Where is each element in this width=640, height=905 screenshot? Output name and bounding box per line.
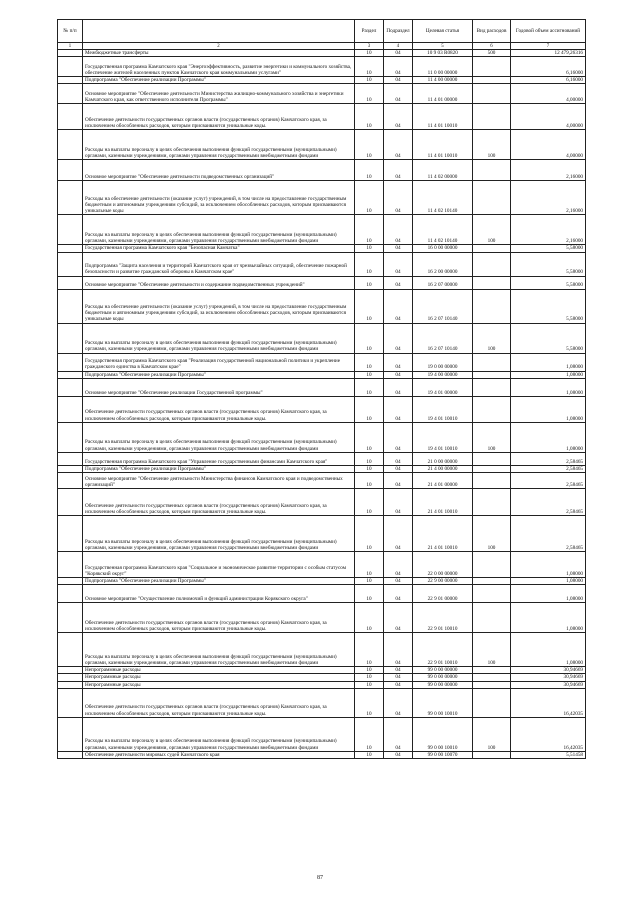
row-podrazdel-cell: 04: [384, 84, 413, 104]
row-amount-cell: 2,58465: [511, 452, 586, 465]
row-expense-type-cell: [473, 84, 511, 104]
row-podrazdel-cell: 04: [384, 252, 413, 276]
row-name-cell: Расходы на выплаты персоналу в целях обеспечения выполнения функций государственными (муниципальными) органами, казенными учреждениями, органами управления государственными внебюджетными фондами: [83, 130, 355, 160]
row-name-cell: Основное мероприятие "Обеспечение деятельности Министерства жилищно-коммунального хозяйства и энергетики Камчатского края, как ответственного исполнителя Программы": [83, 84, 355, 104]
row-amount-cell: 5,58000: [511, 245, 586, 252]
row-podrazdel-cell: 04: [384, 353, 413, 371]
row-target-article-cell: 21 4 01 00000: [413, 473, 473, 489]
row-target-article-cell: 21 0 00 00000: [413, 452, 473, 465]
row-name-cell: Непрограммные расходы: [83, 667, 355, 674]
row-amount-cell: 1,08000: [511, 552, 586, 578]
row-target-article-cell: 16 2 07 10140: [413, 289, 473, 323]
row-num-cell: [58, 667, 83, 674]
row-podrazdel-cell: 04: [384, 674, 413, 681]
column-number: 5: [413, 43, 473, 50]
table-row: [58, 353, 586, 371]
row-expense-type-cell: 100: [473, 516, 511, 552]
table-row: [58, 245, 586, 252]
table-row: [58, 50, 586, 57]
row-amount-cell: 4,00000: [511, 130, 586, 160]
row-num-cell: [58, 130, 83, 160]
row-expense-type-cell: [473, 252, 511, 276]
table-row: [58, 130, 586, 160]
row-target-article-cell: 99 0 00 10010: [413, 717, 473, 751]
row-podrazdel-cell: 04: [384, 77, 413, 84]
row-expense-type-cell: [473, 160, 511, 181]
row-num-cell: [58, 681, 83, 688]
row-target-article-cell: 99 0 00 00000: [413, 667, 473, 674]
row-amount-cell: 5,58000: [511, 276, 586, 289]
row-razdel-cell: 10: [355, 552, 384, 578]
column-number: 4: [384, 43, 413, 50]
row-target-article-cell: 19 4 01 10010: [413, 396, 473, 422]
row-podrazdel-cell: 04: [384, 633, 413, 667]
row-podrazdel-cell: 04: [384, 717, 413, 751]
row-amount-cell: 5,58000: [511, 252, 586, 276]
row-name-cell: Обеспечение деятельности государственных органов власти (государственных органов) Камчатского края, за исключением обособленных расходов, которым присваиваются уникальные коды.: [83, 104, 355, 130]
row-name-cell: Подпрограмма "Обеспечение реализации Программы": [83, 77, 355, 84]
row-razdel-cell: 10: [355, 681, 384, 688]
row-razdel-cell: 10: [355, 130, 384, 160]
row-name-cell: Непрограммные расходы: [83, 681, 355, 688]
row-razdel-cell: 10: [355, 245, 384, 252]
row-expense-type-cell: 100: [473, 633, 511, 667]
row-podrazdel-cell: 04: [384, 181, 413, 215]
row-num-cell: [58, 323, 83, 353]
row-razdel-cell: 10: [355, 516, 384, 552]
table-row: [58, 160, 586, 181]
row-name-cell: Основное мероприятие "Обеспечение деятельности подведомственных организаций": [83, 160, 355, 181]
row-target-article-cell: 16 2 07 10140: [413, 323, 473, 353]
row-name-cell: Государственная программа Камчатского края "Безопасная Камчатка": [83, 245, 355, 252]
row-expense-type-cell: [473, 371, 511, 378]
row-podrazdel-cell: 04: [384, 160, 413, 181]
row-target-article-cell: 11 4 02 10140: [413, 181, 473, 215]
table-row: [58, 371, 586, 378]
table-row: [58, 181, 586, 215]
row-podrazdel-cell: 04: [384, 552, 413, 578]
row-podrazdel-cell: 04: [384, 323, 413, 353]
table-row: [58, 84, 586, 104]
row-name-cell: Подпрограмма "Обеспечение реализации Программы": [83, 371, 355, 378]
row-target-article-cell: 99 0 00 00000: [413, 681, 473, 688]
row-expense-type-cell: [473, 465, 511, 472]
row-num-cell: [58, 252, 83, 276]
row-name-cell: Расходы на обеспечение деятельности (оказание услуг) учреждений, в том числе на предоставление государственным бюджетным и автономным учреждениям субсидий, за исключением обособленных расходов, которым присваиваются уникальные коды: [83, 181, 355, 215]
table-row: [58, 674, 586, 681]
row-amount-cell: 2,16000: [511, 181, 586, 215]
table-row: [58, 323, 586, 353]
row-razdel-cell: 10: [355, 378, 384, 396]
row-podrazdel-cell: 04: [384, 473, 413, 489]
row-amount-cell: 1,08000: [511, 371, 586, 378]
row-num-cell: [58, 452, 83, 465]
row-expense-type-cell: [473, 674, 511, 681]
row-amount-cell: 1,08000: [511, 353, 586, 371]
table-row: [58, 717, 586, 751]
row-num-cell: [58, 674, 83, 681]
row-name-cell: Обеспечение деятельности государственных органов власти (государственных органов) Камчатского края, за исключением обособленных расходов, которым присваиваются уникальные коды.: [83, 489, 355, 516]
row-razdel-cell: 10: [355, 674, 384, 681]
row-name-cell: Расходы на обеспечение деятельности (оказание услуг) учреждений, в том числе на предоставление государственным бюджетным и автономным учреждениям субсидий, за исключением обособленных расходов, которым присваиваются уникальные коды: [83, 289, 355, 323]
header-name: [83, 20, 355, 43]
table-row: [58, 473, 586, 489]
header-amount: Годовой объем ассигнований: [511, 20, 586, 43]
row-num-cell: [58, 371, 83, 378]
row-num-cell: [58, 516, 83, 552]
row-expense-type-cell: [473, 578, 511, 585]
table-row: [58, 396, 586, 422]
row-name-cell: Расходы на выплаты персоналу в целях обеспечения выполнения функций государственными (муниципальными) органами, казенными учреждениями, органами управления государственными внебюджетными фондами: [83, 422, 355, 452]
row-target-article-cell: 21 4 01 10010: [413, 489, 473, 516]
row-target-article-cell: 11 4 00 00000: [413, 77, 473, 84]
row-amount-cell: 2,58465: [511, 516, 586, 552]
row-razdel-cell: 10: [355, 717, 384, 751]
row-num-cell: [58, 717, 83, 751]
row-razdel-cell: 10: [355, 751, 384, 758]
row-expense-type-cell: 100: [473, 215, 511, 245]
table-row: [58, 378, 586, 396]
row-razdel-cell: 10: [355, 667, 384, 674]
table-row: [58, 422, 586, 452]
header-razdel: Раздел: [355, 20, 384, 43]
header-num: № п/п: [58, 20, 83, 43]
row-name-cell: Государственная программа Камчатского края "Реализация государственной национальной политики и укрепление гражданского единства в Камчатском крае": [83, 353, 355, 371]
row-razdel-cell: 10: [355, 57, 384, 77]
table-row: [58, 688, 586, 717]
row-num-cell: [58, 422, 83, 452]
row-podrazdel-cell: 04: [384, 751, 413, 758]
row-podrazdel-cell: 04: [384, 378, 413, 396]
row-name-cell: Обеспечение деятельности государственных органов власти (государственных органов) Камчатского края, за исключением обособленных расходов, которым присваиваются уникальные коды.: [83, 688, 355, 717]
row-podrazdel-cell: 04: [384, 667, 413, 674]
row-amount-cell: 16,42035: [511, 688, 586, 717]
header-expense-type: Вид расходов: [473, 20, 511, 43]
row-num-cell: [58, 215, 83, 245]
row-razdel-cell: 10: [355, 77, 384, 84]
table-row: [58, 578, 586, 585]
row-expense-type-cell: [473, 751, 511, 758]
row-target-article-cell: 11 4 02 10140: [413, 215, 473, 245]
table-row: [58, 77, 586, 84]
row-razdel-cell: 10: [355, 160, 384, 181]
row-expense-type-cell: [473, 473, 511, 489]
row-num-cell: [58, 245, 83, 252]
row-podrazdel-cell: 04: [384, 50, 413, 57]
table-row: [58, 667, 586, 674]
row-num-cell: [58, 465, 83, 472]
row-expense-type-cell: [473, 452, 511, 465]
row-podrazdel-cell: 04: [384, 371, 413, 378]
row-razdel-cell: 10: [355, 585, 384, 603]
row-name-cell: Государственная программа Камчатского края "Управление государственными финансами Камчатского края": [83, 452, 355, 465]
row-num-cell: [58, 688, 83, 717]
row-expense-type-cell: 100: [473, 130, 511, 160]
row-num-cell: [58, 489, 83, 516]
row-target-article-cell: 19 0 00 00000: [413, 353, 473, 371]
row-target-article-cell: 99 0 00 10010: [413, 688, 473, 717]
row-podrazdel-cell: 04: [384, 422, 413, 452]
row-amount-cell: 2,58465: [511, 465, 586, 472]
row-name-cell: Обеспечение деятельности государственных органов власти (государственных органов) Камчатского края, за исключением обособленных расходов, которым присваиваются уникальные коды.: [83, 396, 355, 422]
row-amount-cell: 4,00000: [511, 104, 586, 130]
row-expense-type-cell: [473, 57, 511, 77]
row-expense-type-cell: [473, 603, 511, 633]
row-expense-type-cell: [473, 181, 511, 215]
row-amount-cell: 1,08000: [511, 396, 586, 422]
row-razdel-cell: 10: [355, 353, 384, 371]
row-expense-type-cell: 500: [473, 50, 511, 57]
row-expense-type-cell: 100: [473, 717, 511, 751]
row-target-article-cell: 11 0 00 00000: [413, 57, 473, 77]
row-num-cell: [58, 50, 83, 57]
row-num-cell: [58, 57, 83, 77]
row-expense-type-cell: 100: [473, 323, 511, 353]
row-amount-cell: 2,58465: [511, 473, 586, 489]
row-target-article-cell: 22 9 01 10010: [413, 603, 473, 633]
row-num-cell: [58, 603, 83, 633]
row-target-article-cell: 22 0 00 00000: [413, 552, 473, 578]
row-razdel-cell: 10: [355, 50, 384, 57]
row-num-cell: [58, 585, 83, 603]
row-num-cell: [58, 160, 83, 181]
row-podrazdel-cell: 04: [384, 276, 413, 289]
table-row: [58, 681, 586, 688]
table-body: [58, 50, 586, 759]
row-razdel-cell: 10: [355, 84, 384, 104]
row-target-article-cell: 16 2 07 00000: [413, 276, 473, 289]
row-podrazdel-cell: 04: [384, 452, 413, 465]
column-number: 1: [58, 43, 83, 50]
row-name-cell: Государственная программа Камчатского края "Энергоэффективность, развитие энергетики и коммунального хозяйства, обеспечение жителей населенных пунктов Камчатского края коммунальными услугами": [83, 57, 355, 77]
row-name-cell: Расходы на выплаты персоналу в целях обеспечения выполнения функций государственными (муниципальными) органами, казенными учреждениями, органами управления государственными внебюджетными фондами: [83, 633, 355, 667]
row-expense-type-cell: [473, 667, 511, 674]
row-name-cell: Подпрограмма "Защита населения и территорий Камчатского края от чрезвычайных ситуаций, обеспечение пожарной безопасности и развитие гражданской обороны в Камчатском крае": [83, 252, 355, 276]
row-target-article-cell: 19 4 01 10010: [413, 422, 473, 452]
row-num-cell: [58, 181, 83, 215]
row-amount-cell: 30,94669: [511, 667, 586, 674]
row-target-article-cell: 11 4 01 10010: [413, 130, 473, 160]
row-target-article-cell: 19 4 00 00000: [413, 371, 473, 378]
row-name-cell: Обеспечение деятельности государственных органов власти (государственных органов) Камчатского края, за исключением обособленных расходов, которым присваиваются уникальные коды.: [83, 603, 355, 633]
row-podrazdel-cell: 04: [384, 245, 413, 252]
row-podrazdel-cell: 04: [384, 57, 413, 77]
row-razdel-cell: 10: [355, 289, 384, 323]
table-row: [58, 57, 586, 77]
row-name-cell: Подпрограмма "Обеспечение реализации Программы": [83, 465, 355, 472]
row-amount-cell: 30,94669: [511, 674, 586, 681]
row-razdel-cell: 10: [355, 104, 384, 130]
row-num-cell: [58, 84, 83, 104]
table-row: [58, 585, 586, 603]
row-num-cell: [58, 473, 83, 489]
row-target-article-cell: 16 2 00 00000: [413, 252, 473, 276]
row-num-cell: [58, 396, 83, 422]
row-target-article-cell: 99 0 00 00000: [413, 674, 473, 681]
row-razdel-cell: 10: [355, 252, 384, 276]
row-amount-cell: 5,58000: [511, 323, 586, 353]
row-amount-cell: 2,16000: [511, 160, 586, 181]
row-num-cell: [58, 104, 83, 130]
row-podrazdel-cell: 04: [384, 603, 413, 633]
column-number-row: [58, 43, 586, 50]
row-num-cell: [58, 289, 83, 323]
table-row: [58, 516, 586, 552]
row-amount-cell: 4,00000: [511, 84, 586, 104]
row-name-cell: Государственная программа Камчатского края "Социальное и экономическое развитие территории с особым статусом "Корякский округ": [83, 552, 355, 578]
row-target-article-cell: 22 9 01 10010: [413, 633, 473, 667]
table-row: [58, 751, 586, 758]
row-podrazdel-cell: 04: [384, 289, 413, 323]
row-razdel-cell: 10: [355, 422, 384, 452]
row-target-article-cell: 11 4 01 10010: [413, 104, 473, 130]
row-expense-type-cell: [473, 688, 511, 717]
row-name-cell: Расходы на выплаты персоналу в целях обеспечения выполнения функций государственными (муниципальными) органами, казенными учреждениями, органами управления государственными внебюджетными фондами: [83, 717, 355, 751]
budget-table: [57, 19, 586, 759]
row-name-cell: Обеспечение деятельности мировых судей Камчатского края: [83, 751, 355, 758]
row-razdel-cell: 10: [355, 578, 384, 585]
row-num-cell: [58, 578, 83, 585]
table-row: [58, 603, 586, 633]
row-expense-type-cell: [473, 289, 511, 323]
row-target-article-cell: 10 9 03 R0820: [413, 50, 473, 57]
row-amount-cell: 1,08000: [511, 422, 586, 452]
row-name-cell: Основное мероприятие "Обеспечение деятельности Министерства финансов Камчатского края и подведомственных организаций": [83, 473, 355, 489]
row-expense-type-cell: [473, 378, 511, 396]
row-num-cell: [58, 77, 83, 84]
table-row: [58, 252, 586, 276]
row-name-cell: Расходы на выплаты персоналу в целях обеспечения выполнения функций государственными (муниципальными) органами, казенными учреждениями, органами управления государственными внебюджетными фондами: [83, 323, 355, 353]
row-amount-cell: 5,58000: [511, 289, 586, 323]
row-razdel-cell: 10: [355, 323, 384, 353]
header-podrazdel: Подраздел: [384, 20, 413, 43]
row-razdel-cell: 10: [355, 452, 384, 465]
row-target-article-cell: 21 4 01 10010: [413, 516, 473, 552]
row-name-cell: Основное мероприятие "Осуществление полномочий и функций администрации Корякского округа": [83, 585, 355, 603]
row-razdel-cell: 10: [355, 603, 384, 633]
row-expense-type-cell: [473, 489, 511, 516]
row-razdel-cell: 10: [355, 633, 384, 667]
row-podrazdel-cell: 04: [384, 688, 413, 717]
row-podrazdel-cell: 04: [384, 489, 413, 516]
row-podrazdel-cell: 04: [384, 104, 413, 130]
column-number: 3: [355, 43, 384, 50]
row-razdel-cell: 10: [355, 473, 384, 489]
table-row: [58, 465, 586, 472]
row-expense-type-cell: [473, 396, 511, 422]
row-amount-cell: 6,16000: [511, 57, 586, 77]
row-amount-cell: 2,16000: [511, 215, 586, 245]
table-row: [58, 452, 586, 465]
row-name-cell: Подпрограмма "Обеспечение реализации Программы": [83, 578, 355, 585]
table-row: [58, 104, 586, 130]
row-expense-type-cell: [473, 245, 511, 252]
row-target-article-cell: 16 0 00 00000: [413, 245, 473, 252]
row-podrazdel-cell: 04: [384, 681, 413, 688]
row-amount-cell: 30,94669: [511, 681, 586, 688]
row-amount-cell: 1,08000: [511, 578, 586, 585]
row-num-cell: [58, 353, 83, 371]
row-name-cell: Непрограммные расходы: [83, 674, 355, 681]
row-expense-type-cell: [473, 77, 511, 84]
page-number: 87: [317, 875, 323, 881]
row-podrazdel-cell: 04: [384, 130, 413, 160]
row-target-article-cell: 21 4 00 00000: [413, 465, 473, 472]
row-name-cell: Межбюджетные трансферты: [83, 50, 355, 57]
row-expense-type-cell: [473, 552, 511, 578]
row-amount-cell: 1,08000: [511, 603, 586, 633]
row-target-article-cell: 11 4 01 00000: [413, 84, 473, 104]
table-row: [58, 633, 586, 667]
row-num-cell: [58, 378, 83, 396]
header-target-article: Целевая статья: [413, 20, 473, 43]
row-razdel-cell: 10: [355, 215, 384, 245]
table-row: [58, 552, 586, 578]
row-target-article-cell: 22 9 01 00000: [413, 585, 473, 603]
row-expense-type-cell: [473, 353, 511, 371]
row-target-article-cell: 11 4 02 00000: [413, 160, 473, 181]
row-razdel-cell: 10: [355, 371, 384, 378]
row-num-cell: [58, 633, 83, 667]
row-podrazdel-cell: 04: [384, 215, 413, 245]
row-razdel-cell: 10: [355, 276, 384, 289]
table-row: [58, 489, 586, 516]
row-num-cell: [58, 276, 83, 289]
row-name-cell: Расходы на выплаты персоналу в целях обеспечения выполнения функций государственными (муниципальными) органами, казенными учреждениями, органами управления государственными внебюджетными фондами: [83, 215, 355, 245]
row-expense-type-cell: [473, 104, 511, 130]
column-number: 7: [511, 43, 586, 50]
row-expense-type-cell: [473, 276, 511, 289]
row-amount-cell: 1,08000: [511, 378, 586, 396]
table-header: [58, 20, 586, 50]
row-podrazdel-cell: 04: [384, 516, 413, 552]
column-number: 2: [83, 43, 355, 50]
row-podrazdel-cell: 04: [384, 396, 413, 422]
row-name-cell: Основное мероприятие "Обеспечение деятельности и содержание подведомственных учреждений": [83, 276, 355, 289]
row-amount-cell: 5,51458: [511, 751, 586, 758]
row-expense-type-cell: 100: [473, 422, 511, 452]
row-amount-cell: 1,08000: [511, 633, 586, 667]
row-name-cell: Расходы на выплаты персоналу в целях обеспечения выполнения функций государственными (муниципальными) органами, казенными учреждениями, органами управления государственными внебюджетными фондами: [83, 516, 355, 552]
table-row: [58, 276, 586, 289]
row-razdel-cell: 10: [355, 396, 384, 422]
row-amount-cell: 1,08000: [511, 585, 586, 603]
table-row: [58, 289, 586, 323]
row-amount-cell: 6,16000: [511, 77, 586, 84]
row-target-article-cell: 22 9 00 00000: [413, 578, 473, 585]
row-razdel-cell: 10: [355, 465, 384, 472]
row-name-cell: Основное мероприятие "Обеспечение реализации Государственной программы": [83, 378, 355, 396]
row-razdel-cell: 10: [355, 181, 384, 215]
row-amount-cell: 2,58465: [511, 489, 586, 516]
row-target-article-cell: 99 0 00 10070: [413, 751, 473, 758]
row-expense-type-cell: [473, 585, 511, 603]
row-razdel-cell: 10: [355, 489, 384, 516]
row-amount-cell: 12 479,26316: [511, 50, 586, 57]
row-podrazdel-cell: 04: [384, 585, 413, 603]
row-podrazdel-cell: 04: [384, 578, 413, 585]
row-num-cell: [58, 751, 83, 758]
row-expense-type-cell: [473, 681, 511, 688]
row-razdel-cell: 10: [355, 688, 384, 717]
table-row: [58, 215, 586, 245]
row-target-article-cell: 19 4 01 00000: [413, 378, 473, 396]
row-num-cell: [58, 552, 83, 578]
row-amount-cell: 16,42035: [511, 717, 586, 751]
column-number: 6: [473, 43, 511, 50]
row-podrazdel-cell: 04: [384, 465, 413, 472]
